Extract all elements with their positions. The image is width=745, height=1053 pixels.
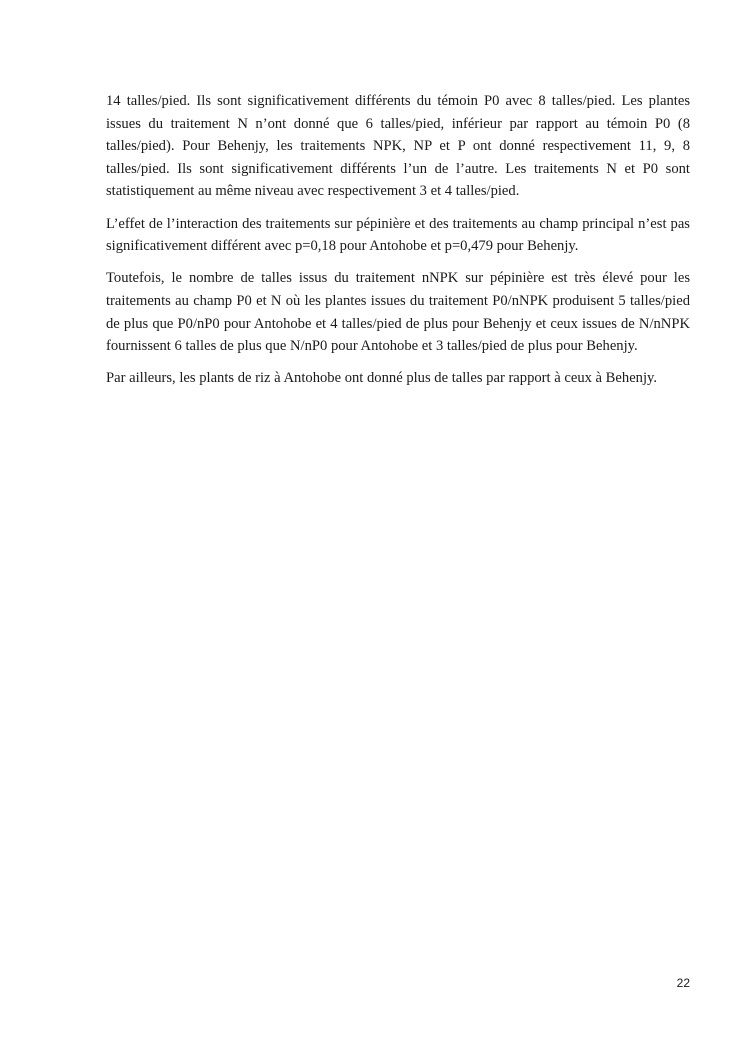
paragraph-interaction-effect: L’effet de l’interaction des traitements sur pépinière et des traitements au champ principal n’est pas significativement différent avec p=0,18 pour Antohobe et p=0,479 pour Behenjy.: [106, 215, 690, 255]
paragraph-nnpk-nursery: Toutefois, le nombre de talles issus du traitement nNPK sur pépinière est très élevé pour les traitements au champ P0 et N où les plantes issues du traitement P0/nNPK produisent 5 talles/pied de plus que P0/nP0 pour Antohobe et 4 talles/pied de plus pour Behenjy et ceux issues de N/nNPK fournissent 6 talles de plus que N/nP0 pour Antohobe et 3 talles/pied de plus pour Behenjy.: [106, 270, 690, 355]
body-text: [106, 90, 690, 400]
paragraph-tillers-results: 14 talles/pied. Ils sont significativement différents du témoin P0 avec 8 talles/pied. Les plantes issues du traitement N n’ont donné que 6 talles/pied, inférieur par rapport au témoin P0 (8 talles/pied). Pour Behenjy, les traitements NPK, NP et P ont donné respectivement 11, 9, 8 talles/pied. Ils sont significativement différents l’un de l’autre. Les traitements N et P0 sont statistiquement au même niveau avec respectivement 3 et 4 talles/pied.: [106, 93, 690, 200]
paragraph-site-comparison: Par ailleurs, les plants de riz à Antohobe ont donné plus de talles par rapport à ceux à Behenjy.: [106, 370, 658, 387]
page-number: 22: [676, 976, 690, 990]
